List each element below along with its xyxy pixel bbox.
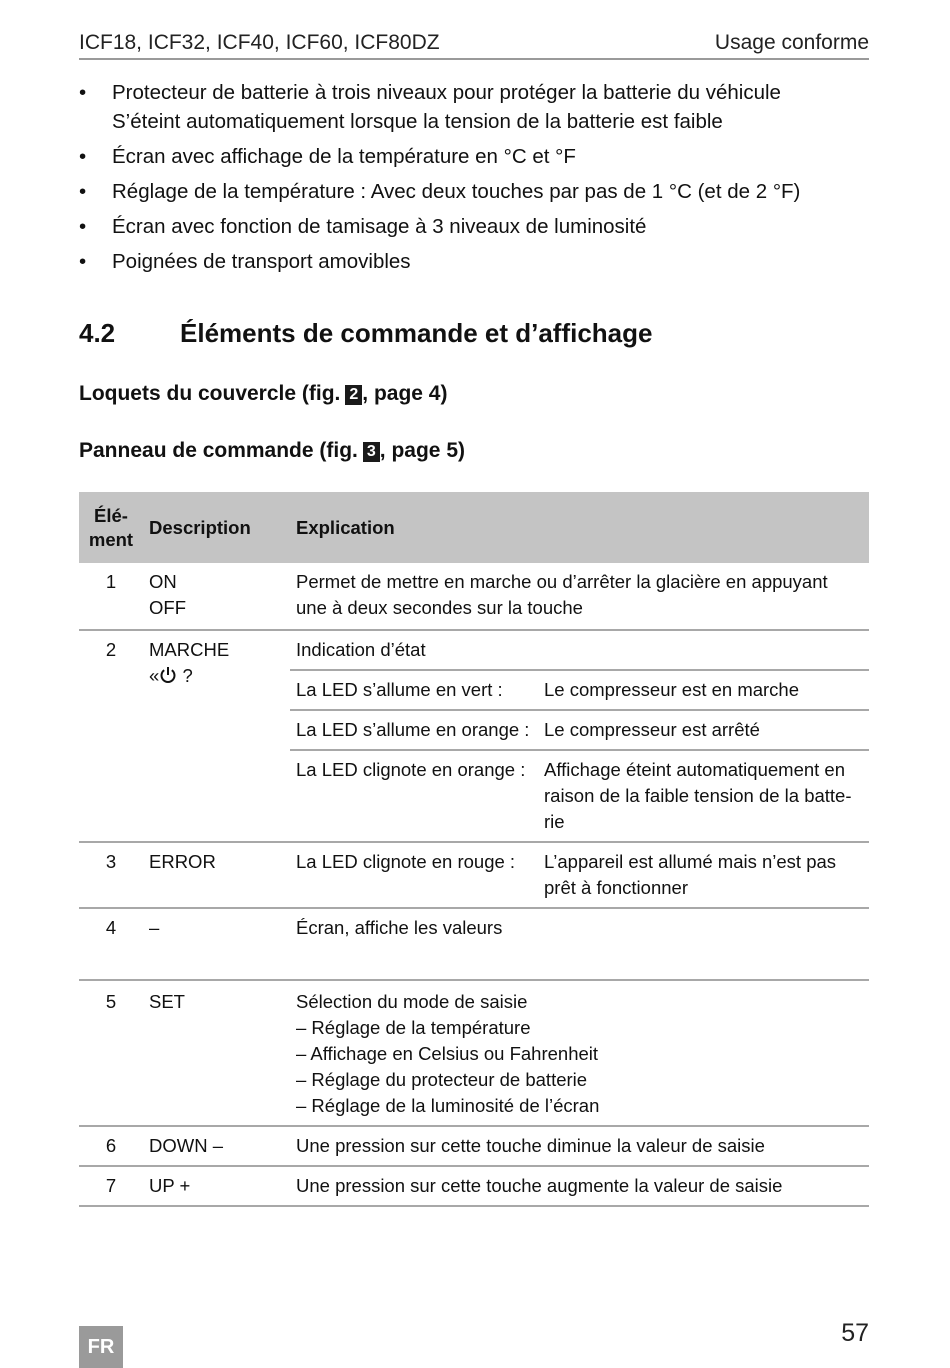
led-meaning: Affichage éteint automatiquement en raison de la faible tension de la batte-rie — [538, 750, 869, 842]
section-heading — [79, 318, 652, 349]
list-item-text: Protecteur de batterie à trois niveaux pour protéger la batterie du véhicule — [112, 81, 781, 104]
list-item-text: Réglage de la température : Avec deux touches par pas de 1 °C (et de 2 °F) — [112, 180, 801, 203]
row-description: UP + — [143, 1166, 290, 1206]
row-description: – — [143, 908, 290, 980]
led-condition: La LED s’allume en orange : — [290, 710, 538, 750]
table-row — [79, 1166, 869, 1206]
led-condition: La LED clignote en orange : — [290, 750, 538, 842]
row-explanation: Permet de mettre en marche ou d’arrêter la glacière en appuyant une à deux secondes sur la touche — [290, 563, 869, 630]
list-item — [79, 78, 869, 136]
subheading-text: Panneau de commande (fig. — [79, 439, 358, 462]
row-explanation — [290, 980, 869, 1126]
explanation-line: Sélection du mode de saisie — [296, 991, 528, 1012]
bullet-glyph: • — [79, 250, 87, 273]
bullet-glyph: • — [79, 81, 87, 104]
page-ref: , page 4) — [362, 382, 448, 405]
row-explanation: Une pression sur cette touche diminue la valeur de saisie — [290, 1126, 869, 1166]
row-number: 5 — [79, 980, 143, 1126]
row-description: DOWN – — [143, 1126, 290, 1166]
header-section: Usage conforme — [714, 31, 869, 54]
row-number: 7 — [79, 1166, 143, 1206]
list-item — [79, 247, 869, 276]
table-row — [79, 630, 869, 670]
row-description: ERROR — [143, 842, 290, 908]
explanation-line: – Réglage de la température — [296, 1017, 531, 1038]
bullet-glyph: • — [79, 180, 87, 203]
led-condition: La LED s’allume en vert : — [290, 670, 538, 710]
led-meaning: L’appareil est allumé mais n’est pas prêt à fonctionner — [538, 842, 869, 908]
figure-ref: 2 — [345, 385, 362, 405]
table-row — [79, 908, 869, 980]
subheading-control-panel — [79, 439, 465, 463]
feature-list — [79, 78, 869, 282]
row-number: 2 — [79, 630, 143, 842]
page-header — [79, 30, 869, 60]
bullet-glyph: • — [79, 145, 87, 168]
table-row — [79, 980, 869, 1126]
table-row — [79, 842, 869, 908]
list-item — [79, 142, 869, 171]
row-explanation: Une pression sur cette touche augmente la valeur de saisie — [290, 1166, 869, 1206]
row-description: ON OFF — [143, 563, 290, 630]
list-item — [79, 212, 869, 241]
bullet-glyph: • — [79, 215, 87, 238]
list-item-text: Écran avec affichage de la température en °C et °F — [112, 145, 576, 168]
led-condition: La LED clignote en rouge : — [290, 842, 538, 908]
subheading-lid-latches — [79, 382, 447, 406]
row-number: 3 — [79, 842, 143, 908]
page-number: 57 — [841, 1319, 869, 1347]
list-item-text: S’éteint automatiquement lorsque la tension de la batterie est faible — [112, 110, 723, 133]
subheading-text: Loquets du couvercle (fig. — [79, 382, 341, 405]
status-indication: Indication d’état — [290, 630, 869, 670]
header-description: Description — [143, 492, 290, 563]
table-header-row — [79, 492, 869, 563]
list-item-text: Écran avec fonction de tamisage à 3 niveaux de luminosité — [112, 215, 647, 238]
power-icon — [159, 665, 177, 691]
table-row — [79, 1126, 869, 1166]
list-item-text: Poignées de transport amovibles — [112, 250, 411, 273]
row-number: 6 — [79, 1126, 143, 1166]
control-panel-table — [79, 492, 869, 1207]
explanation-line: – Réglage de la luminosité de l’écran — [296, 1095, 600, 1116]
list-item — [79, 177, 869, 206]
led-meaning: Le compresseur est arrêté — [538, 710, 869, 750]
section-number: 4.2 — [79, 318, 116, 348]
row-number: 1 — [79, 563, 143, 630]
language-tab: FR — [79, 1326, 123, 1368]
row-description: SET — [143, 980, 290, 1126]
header-models: ICF18, ICF32, ICF40, ICF60, ICF80DZ — [79, 31, 440, 54]
row-explanation: Écran, affiche les valeurs — [290, 908, 869, 980]
figure-ref: 3 — [363, 442, 380, 462]
header-explication: Explication — [290, 492, 869, 563]
page-ref: , page 5) — [379, 439, 465, 462]
table-row — [79, 563, 869, 630]
led-meaning: Le compresseur est en marche — [538, 670, 869, 710]
row-number: 4 — [79, 908, 143, 980]
section-title: Éléments de commande et d’affichage — [180, 318, 653, 348]
explanation-line: – Réglage du protecteur de batterie — [296, 1069, 588, 1090]
row-description: MARCHE « ? — [143, 630, 290, 842]
header-element: Élé- ment — [79, 492, 143, 563]
explanation-line: – Affichage en Celsius ou Fahrenheit — [296, 1043, 599, 1064]
